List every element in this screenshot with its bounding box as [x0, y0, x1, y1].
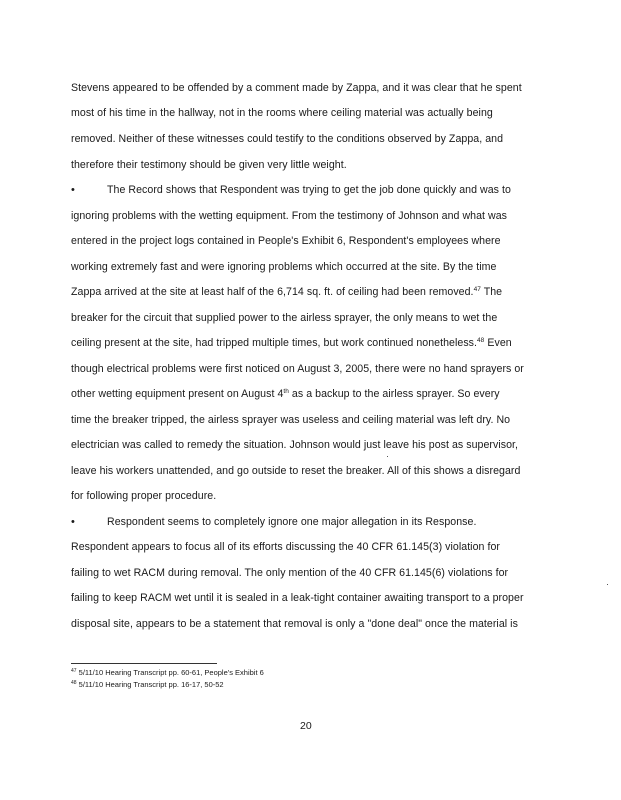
footnote-text: 5/11/10 Hearing Transcript pp. 16-17, 50-52 — [76, 680, 224, 689]
footnote-number: 48 — [71, 680, 77, 686]
text-line-with-ordinal — [71, 388, 500, 401]
text-segment: ceiling present at the site, had tripped multiple times, but work continued nonetheless. — [71, 337, 478, 349]
text-line: time the breaker tripped, the airless sprayer was useless and ceiling material was left dry. No — [71, 414, 511, 426]
footnote-47 — [71, 668, 264, 677]
text-line: though electrical problems were first noticed on August 3, 2005, there were no hand sprayers or — [71, 363, 524, 375]
text-segment: The — [480, 286, 503, 298]
text-segment: as a backup to the airless sprayer. So every — [288, 388, 500, 400]
text-line: The Record shows that Respondent was trying to get the job done quickly and was to — [107, 184, 511, 196]
text-segment: Even — [484, 337, 512, 349]
footnote-ref-47: 47 — [473, 286, 481, 293]
text-line: removed. Neither of these witnesses could testify to the conditions observed by Zappa, and — [71, 133, 504, 145]
text-line: entered in the project logs contained in People's Exhibit 6, Respondent's employees where — [71, 235, 501, 247]
text-line: failing to wet RACM during removal. The only mention of the 40 CFR 61.145(6) violations for — [71, 567, 509, 579]
text-line: ignoring problems with the wetting equipment. From the testimony of Johnson and what was — [71, 210, 508, 222]
footnote-separator — [71, 663, 217, 664]
ordinal-suffix: th — [283, 388, 289, 395]
text-line: breaker for the circuit that supplied power to the airless sprayer, the only means to wet the — [71, 312, 498, 324]
text-line: failing to keep RACM wet until it is sealed in a leak-tight container awaiting transport to a proper — [71, 592, 524, 604]
text-line: disposal site, appears to be a statement that removal is only a "done deal" once the material is — [71, 618, 518, 630]
text-line: electrician was called to remedy the situation. Johnson would just leave his post as supervisor, — [71, 439, 519, 451]
text-line-with-footnote-48 — [71, 337, 512, 350]
footnote-48 — [71, 680, 224, 689]
scan-speck — [387, 456, 388, 457]
footnote-text: 5/11/10 Hearing Transcript pp. 60-61, People's Exhibit 6 — [76, 668, 264, 677]
footnote-ref-48: 48 — [477, 337, 485, 344]
text-line: therefore their testimony should be given very little weight. — [71, 159, 347, 171]
bullet-marker: • — [71, 184, 75, 196]
text-line-with-footnote-47 — [71, 286, 502, 299]
text-line: Respondent seems to completely ignore one major allegation in its Response. — [107, 516, 477, 528]
scan-speck — [607, 584, 608, 585]
text-line: for following proper procedure. — [71, 490, 217, 502]
text-segment: Zappa arrived at the site at least half of the 6,714 sq. ft. of ceiling had been removed. — [71, 286, 474, 298]
text-segment: other wetting equipment present on August 4 — [71, 388, 284, 400]
page-number: 20 — [300, 720, 312, 732]
footnote-number: 47 — [71, 668, 77, 674]
text-line: leave his workers unattended, and go outside to reset the breaker. All of this shows a disregard — [71, 465, 521, 477]
text-line: most of his time in the hallway, not in the rooms where ceiling material was actually being — [71, 107, 493, 119]
text-line: Stevens appeared to be offended by a comment made by Zappa, and it was clear that he spent — [71, 82, 522, 94]
text-line: working extremely fast and were ignoring problems which occurred at the site. By the time — [71, 261, 497, 273]
text-line: Respondent appears to focus all of its efforts discussing the 40 CFR 61.145(3) violation for — [71, 541, 500, 553]
bullet-marker: • — [71, 516, 75, 528]
